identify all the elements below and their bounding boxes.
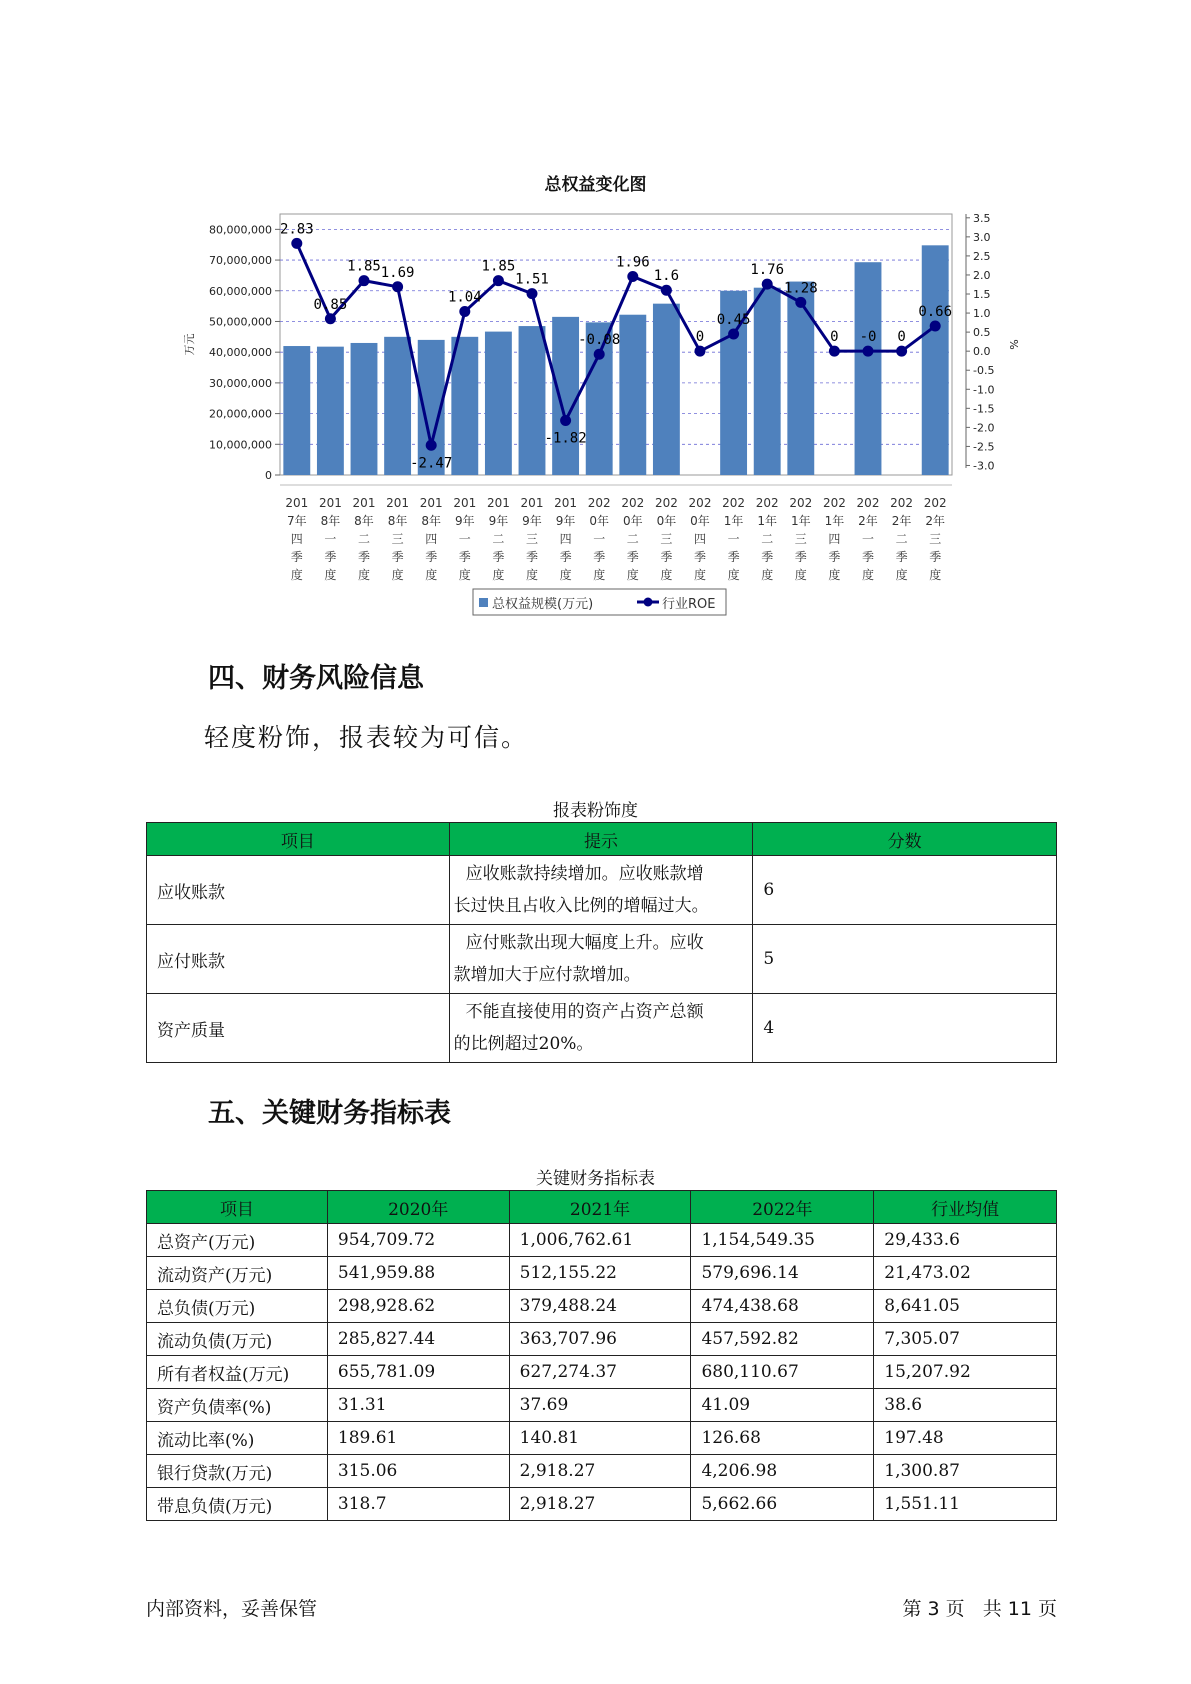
x-tick-label: 二 <box>357 532 371 546</box>
legend-swatch-point <box>644 598 653 607</box>
x-tick-label: 度 <box>492 568 505 582</box>
x-tick-label: 9年 <box>488 514 509 528</box>
kfi-cell: 1,300.87 <box>874 1455 1057 1488</box>
equity-bar <box>922 245 949 475</box>
roe-point <box>325 313 336 324</box>
risk-hint <box>449 925 753 994</box>
x-tick-label: 8年 <box>421 514 442 528</box>
x-tick-label: 202 <box>621 496 645 510</box>
x-tick-label: 201 <box>453 496 477 510</box>
x-tick-label: 202 <box>890 496 914 510</box>
roe-data-label: 1.85 <box>481 258 516 275</box>
x-tick-label: 9年 <box>454 514 475 528</box>
x-tick-label: 度 <box>290 568 303 582</box>
roe-data-label: 1.96 <box>615 254 650 271</box>
x-tick-label: 7年 <box>286 514 307 528</box>
roe-point <box>392 281 403 292</box>
x-tick-label: 季 <box>458 550 471 564</box>
x-tick-label: 度 <box>828 568 841 582</box>
left-tick-label: 30,000,000 <box>209 376 272 390</box>
x-tick-label: 季 <box>593 550 606 564</box>
x-tick-label: 三 <box>525 532 539 546</box>
x-tick-label: 三 <box>391 532 404 546</box>
kfi-cell: 680,110.67 <box>691 1356 874 1389</box>
chart-title: 总权益变化图 <box>544 175 647 195</box>
left-tick-label: 70,000,000 <box>209 254 272 268</box>
risk-hint-line1: 应付账款出现大幅度上升。应收 <box>465 933 704 953</box>
kfi-cell: 带息负债(万元) <box>147 1488 328 1521</box>
x-tick-label: 201 <box>419 496 443 510</box>
x-tick-label: 1年 <box>790 514 811 528</box>
equity-bar <box>451 337 478 475</box>
x-tick-label: 201 <box>285 496 309 510</box>
roe-point <box>459 306 470 317</box>
roe-data-label: 2.83 <box>279 221 314 238</box>
risk-score: 6 <box>753 856 1057 925</box>
kfi-cell: 2,918.27 <box>509 1488 691 1521</box>
x-tick-label: 一 <box>458 532 471 546</box>
equity-bar <box>384 337 411 475</box>
x-tick-label: 202 <box>688 496 712 510</box>
roe-data-label: 1.69 <box>380 264 415 281</box>
roe-point <box>728 329 739 340</box>
kfi-table-row <box>147 1290 1057 1323</box>
legend-swatch-bar <box>479 598 488 607</box>
x-tick-label: 季 <box>895 550 908 564</box>
risk-hint <box>449 856 753 925</box>
x-tick-label: 一 <box>727 532 740 546</box>
x-tick-label: 2年 <box>858 514 878 528</box>
x-tick-label: 202 <box>822 496 846 510</box>
x-tick-label: 季 <box>290 550 303 564</box>
x-tick-label: 9年 <box>522 514 542 528</box>
risk-header-item: 项目 <box>147 823 450 856</box>
kfi-table-row <box>147 1488 1057 1521</box>
roe-data-label: 1.28 <box>783 280 818 297</box>
kfi-cell: 318.7 <box>327 1488 509 1521</box>
risk-hint-line2: 长过快且占收入比例的增幅过大。 <box>453 896 709 916</box>
x-tick-label: 季 <box>324 550 337 564</box>
kfi-cell: 363,707.96 <box>509 1323 691 1356</box>
kfi-table <box>146 1190 1057 1521</box>
kfi-cell: 41.09 <box>691 1389 874 1422</box>
roe-point <box>560 415 571 426</box>
risk-table-caption: 报表粉饰度 <box>553 801 638 821</box>
kfi-cell: 29,433.6 <box>874 1224 1057 1257</box>
x-tick-label: 度 <box>693 568 707 582</box>
x-tick-label: 一 <box>861 532 875 546</box>
roe-data-label: 1.85 <box>347 258 381 275</box>
x-tick-label: 度 <box>794 568 807 582</box>
right-tick-label: 3.0 <box>973 230 991 244</box>
right-tick-label: 3.5 <box>973 211 991 225</box>
roe-data-label: 0 <box>897 329 906 346</box>
right-tick-label: 0.0 <box>973 345 991 359</box>
x-tick-label: 二 <box>626 532 639 546</box>
x-tick-label: 季 <box>425 550 438 564</box>
roe-point <box>762 279 773 290</box>
kfi-header-2021: 2021年 <box>509 1191 691 1224</box>
kfi-cell: 8,641.05 <box>874 1290 1057 1323</box>
kfi-table-row <box>147 1356 1057 1389</box>
x-tick-label: 季 <box>929 550 942 564</box>
risk-item: 资产质量 <box>147 994 450 1063</box>
equity-bar <box>519 326 546 475</box>
left-tick-label: 10,000,000 <box>209 438 272 452</box>
risk-hint-line2: 款增加大于应付款增加。 <box>453 965 641 985</box>
right-tick-label: -2.5 <box>973 440 995 454</box>
x-tick-label: 201 <box>554 496 578 510</box>
roe-data-label: -0.08 <box>578 332 621 349</box>
roe-data-label: 1.51 <box>515 271 549 288</box>
x-tick-label: 201 <box>486 496 510 510</box>
x-tick-label: 季 <box>794 550 807 564</box>
kfi-cell: 315.06 <box>327 1455 509 1488</box>
x-tick-label: 季 <box>693 550 707 564</box>
equity-bar <box>351 343 378 475</box>
x-tick-label: 202 <box>587 496 611 510</box>
x-tick-label: 四 <box>425 532 438 546</box>
kfi-cell: 流动负债(万元) <box>147 1323 328 1356</box>
roe-point <box>896 346 907 357</box>
roe-point <box>291 238 302 249</box>
x-tick-label: 四 <box>559 532 572 546</box>
roe-data-label: 1.04 <box>447 289 482 306</box>
x-tick-label: 度 <box>761 568 774 582</box>
x-tick-label: 0年 <box>690 514 710 528</box>
right-tick-label: 2.0 <box>973 268 991 282</box>
kfi-cell: 流动资产(万元) <box>147 1257 328 1290</box>
roe-data-label: 1.6 <box>653 268 680 285</box>
kfi-header-industry-avg: 行业均值 <box>874 1191 1057 1224</box>
risk-score: 5 <box>753 925 1057 994</box>
equity-chart <box>0 0 1191 640</box>
roe-point <box>426 440 437 451</box>
x-tick-label: 季 <box>626 550 639 564</box>
right-tick-label: -1.5 <box>973 402 995 416</box>
x-tick-label: 一 <box>593 532 606 546</box>
risk-hint <box>449 994 753 1063</box>
x-tick-label: 202 <box>856 496 880 510</box>
x-tick-label: 8年 <box>354 514 374 528</box>
roe-point <box>359 275 370 286</box>
equity-bar <box>754 288 781 475</box>
x-tick-label: 三 <box>929 532 942 546</box>
x-tick-label: 202 <box>654 496 678 510</box>
kfi-cell: 1,551.11 <box>874 1488 1057 1521</box>
kfi-cell: 1,006,762.61 <box>509 1224 691 1257</box>
kfi-cell: 655,781.09 <box>327 1356 509 1389</box>
x-tick-label: 季 <box>727 550 740 564</box>
kfi-cell: 4,206.98 <box>691 1455 874 1488</box>
x-tick-label: 201 <box>386 496 410 510</box>
right-axis-label: % <box>1007 339 1020 350</box>
legend-label-equity: 总权益规模(万元) <box>492 597 594 612</box>
x-tick-label: 0年 <box>589 514 610 528</box>
kfi-cell: 140.81 <box>509 1422 691 1455</box>
x-tick-label: 四 <box>290 532 303 546</box>
risk-table-row <box>147 994 1057 1063</box>
right-tick-label: -2.0 <box>973 421 995 435</box>
left-tick-label: 80,000,000 <box>209 223 272 237</box>
right-tick-label: 1.0 <box>973 307 991 321</box>
left-tick-label: 50,000,000 <box>209 315 272 329</box>
x-tick-label: 201 <box>318 496 342 510</box>
kfi-cell: 15,207.92 <box>874 1356 1057 1389</box>
risk-table-row <box>147 925 1057 994</box>
x-tick-label: 季 <box>828 550 841 564</box>
x-tick-label: 二 <box>761 532 774 546</box>
kfi-cell: 627,274.37 <box>509 1356 691 1389</box>
x-tick-label: 季 <box>357 550 371 564</box>
x-tick-label: 二 <box>492 532 505 546</box>
roe-data-label: 0.85 <box>313 296 348 313</box>
x-tick-label: 1年 <box>757 514 778 528</box>
roe-point <box>795 297 806 308</box>
kfi-cell: 流动比率(%) <box>147 1422 328 1455</box>
roe-point <box>627 271 638 282</box>
kfi-cell: 5,662.66 <box>691 1488 874 1521</box>
risk-score: 4 <box>753 994 1057 1063</box>
footer-left: 内部资料，妥善保管 <box>146 1598 318 1620</box>
kfi-cell: 457,592.82 <box>691 1323 874 1356</box>
risk-table <box>146 822 1057 1063</box>
x-tick-label: 度 <box>626 568 639 582</box>
x-tick-label: 1年 <box>824 514 845 528</box>
risk-summary-text: 轻度粉饰，报表较为可信。 <box>204 723 529 752</box>
x-tick-label: 季 <box>559 550 572 564</box>
risk-hint-line1: 应收账款持续增加。应收账款增 <box>465 864 704 884</box>
kfi-cell: 31.31 <box>327 1389 509 1422</box>
x-tick-label: 1年 <box>723 514 744 528</box>
kfi-cell: 541,959.88 <box>327 1257 509 1290</box>
risk-hint-line2: 的比例超过20%。 <box>453 1034 594 1054</box>
roe-point <box>829 346 840 357</box>
x-tick-label: 202 <box>923 496 947 510</box>
x-tick-label: 季 <box>861 550 875 564</box>
x-tick-label: 度 <box>458 568 471 582</box>
left-tick-label: 20,000,000 <box>209 407 272 421</box>
kfi-table-row <box>147 1389 1057 1422</box>
roe-data-label: -0 <box>859 329 877 346</box>
kfi-cell: 37.69 <box>509 1389 691 1422</box>
risk-header-hint: 提示 <box>449 823 753 856</box>
roe-point <box>930 321 941 332</box>
x-tick-label: 度 <box>895 568 908 582</box>
equity-bar <box>653 304 680 475</box>
equity-bar <box>787 282 814 475</box>
x-tick-label: 四 <box>693 532 707 546</box>
risk-header-score: 分数 <box>753 823 1057 856</box>
kfi-cell: 126.68 <box>691 1422 874 1455</box>
x-tick-label: 度 <box>593 568 606 582</box>
right-tick-label: 1.5 <box>973 288 991 302</box>
left-tick-label: 0 <box>265 469 272 482</box>
x-tick-label: 二 <box>895 532 908 546</box>
right-tick-label: -1.0 <box>973 383 995 397</box>
roe-data-label: 0.45 <box>716 312 751 329</box>
x-tick-label: 2年 <box>925 514 946 528</box>
x-tick-label: 度 <box>425 568 438 582</box>
roe-data-label: 0.66 <box>918 304 953 321</box>
roe-point <box>527 288 538 299</box>
x-tick-label: 201 <box>352 496 376 510</box>
x-tick-label: 度 <box>324 568 337 582</box>
right-tick-label: 0.5 <box>973 326 991 340</box>
x-tick-label: 度 <box>929 568 942 582</box>
x-tick-label: 度 <box>861 568 875 582</box>
x-tick-label: 三 <box>794 532 807 546</box>
x-tick-label: 202 <box>722 496 746 510</box>
kfi-cell: 197.48 <box>874 1422 1057 1455</box>
x-tick-label: 8年 <box>387 514 408 528</box>
kfi-cell: 1,154,549.35 <box>691 1224 874 1257</box>
x-tick-label: 度 <box>559 568 572 582</box>
equity-bar <box>619 315 646 475</box>
right-tick-label: 2.5 <box>973 249 991 263</box>
kfi-header-item: 项目 <box>147 1191 328 1224</box>
x-tick-label: 三 <box>660 532 673 546</box>
equity-bar <box>317 347 344 475</box>
roe-data-label: 1.76 <box>750 262 785 279</box>
right-tick-label: -3.0 <box>973 459 995 473</box>
x-tick-label: 2年 <box>891 514 912 528</box>
roe-point <box>863 346 874 357</box>
roe-data-label: -2.47 <box>410 455 453 472</box>
kfi-cell: 7,305.07 <box>874 1323 1057 1356</box>
equity-bar <box>855 262 882 475</box>
roe-point <box>661 285 672 296</box>
kfi-header-2020: 2020年 <box>327 1191 509 1224</box>
kfi-cell: 总资产(万元) <box>147 1224 328 1257</box>
kfi-cell: 2,918.27 <box>509 1455 691 1488</box>
kfi-table-row <box>147 1257 1057 1290</box>
risk-item: 应付账款 <box>147 925 450 994</box>
section5-heading: 五、关键财务指标表 <box>208 1098 451 1129</box>
x-tick-label: 202 <box>755 496 779 510</box>
risk-hint-line1: 不能直接使用的资产占资产总额 <box>465 1002 704 1022</box>
left-axis-label: 万元 <box>183 333 196 356</box>
x-tick-label: 四 <box>828 532 841 546</box>
x-tick-label: 度 <box>660 568 673 582</box>
kfi-cell: 资产负债率(%) <box>147 1389 328 1422</box>
x-tick-label: 季 <box>660 550 673 564</box>
equity-bar <box>552 317 579 475</box>
kfi-table-row <box>147 1224 1057 1257</box>
kfi-cell: 所有者权益(万元) <box>147 1356 328 1389</box>
kfi-table-caption: 关键财务指标表 <box>536 1169 655 1189</box>
x-tick-label: 202 <box>789 496 813 510</box>
x-tick-label: 一 <box>324 532 337 546</box>
equity-bar <box>283 346 310 475</box>
kfi-cell: 512,155.22 <box>509 1257 691 1290</box>
roe-data-label: -1.82 <box>544 430 587 447</box>
kfi-cell: 579,696.14 <box>691 1257 874 1290</box>
left-tick-label: 60,000,000 <box>209 284 272 298</box>
kfi-cell: 954,709.72 <box>327 1224 509 1257</box>
equity-bar <box>485 332 512 475</box>
legend-label-roe: 行业ROE <box>662 597 716 612</box>
footer-page-number: 第 3 页 共 11 页 <box>902 1598 1057 1620</box>
x-tick-label: 季 <box>492 550 505 564</box>
x-tick-label: 8年 <box>320 514 341 528</box>
roe-point <box>493 275 504 286</box>
risk-table-row <box>147 856 1057 925</box>
roe-point <box>594 349 605 360</box>
x-tick-label: 度 <box>391 568 404 582</box>
kfi-cell: 总负债(万元) <box>147 1290 328 1323</box>
x-tick-label: 0年 <box>656 514 677 528</box>
x-tick-label: 季 <box>761 550 774 564</box>
kfi-cell: 38.6 <box>874 1389 1057 1422</box>
x-tick-label: 0年 <box>622 514 643 528</box>
kfi-cell: 474,438.68 <box>691 1290 874 1323</box>
kfi-table-row <box>147 1422 1057 1455</box>
kfi-table-row <box>147 1455 1057 1488</box>
roe-data-label: 0 <box>830 329 839 346</box>
roe-data-label: 0 <box>695 329 705 346</box>
roe-point <box>695 346 706 357</box>
x-tick-label: 季 <box>525 550 539 564</box>
kfi-header-2022: 2022年 <box>691 1191 874 1224</box>
kfi-cell: 21,473.02 <box>874 1257 1057 1290</box>
kfi-table-row <box>147 1323 1057 1356</box>
x-tick-label: 度 <box>727 568 740 582</box>
x-tick-label: 9年 <box>555 514 576 528</box>
kfi-cell: 298,928.62 <box>327 1290 509 1323</box>
kfi-cell: 189.61 <box>327 1422 509 1455</box>
x-tick-label: 季 <box>391 550 404 564</box>
x-tick-label: 度 <box>525 568 539 582</box>
left-tick-label: 40,000,000 <box>209 346 272 360</box>
risk-item: 应收账款 <box>147 856 450 925</box>
kfi-cell: 285,827.44 <box>327 1323 509 1356</box>
section4-heading: 四、财务风险信息 <box>208 663 424 694</box>
kfi-cell: 379,488.24 <box>509 1290 691 1323</box>
x-tick-label: 201 <box>520 496 544 510</box>
x-tick-label: 度 <box>357 568 371 582</box>
kfi-cell: 银行贷款(万元) <box>147 1455 328 1488</box>
right-tick-label: -0.5 <box>973 364 995 378</box>
